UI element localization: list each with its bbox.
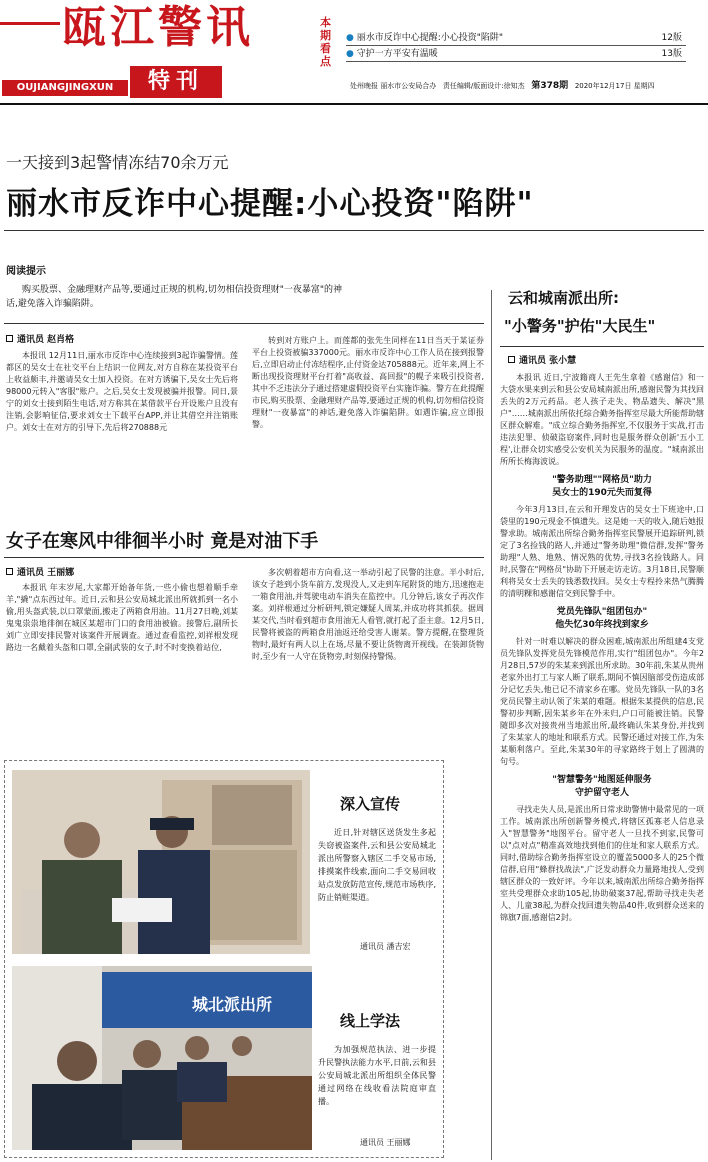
right-byline: 通讯员 张小慧 — [508, 354, 576, 368]
tip-rule — [4, 323, 484, 324]
photo2-sign: 城北派出所 — [192, 995, 273, 1014]
story2-rule — [4, 557, 484, 558]
photo1-byline: 通讯员 潘吉宏 — [360, 942, 411, 951]
right-section-2: 针对一时难以解决的群众困难,城南派出所组建4支党员先锋队发挥党员先锋模范作用,实行"组团包办"。今年2月28日,57岁的朱某来到派出所求助。30年前,朱某从贵州老家外出打工与家人断了联系,期间不慎因脑部受伤造成部分记忆丢失,他已记不清家乡在哪。党员先锋队一队的3名党员民警主动认领了朱某的难题。根据朱某提供的信息,民警初步判断,因朱某乡年在外未归,户口可能被注销。民警随即多次对接贵州当地派出所,最终确认朱某身份,并找到了朱某家人的地址和联系方式。民警还通过对接工作,为朱某顺利落户。至此,朱某30年的寻家路终于划上了圆满的句号。 — [500, 637, 704, 766]
masthead-pinyin: OUJIANGJINGXUN — [2, 80, 128, 96]
right-headline-2: "小警务"护佑"大民生" — [504, 317, 656, 335]
issue-number: 第378期 — [531, 81, 569, 91]
reading-tip — [6, 262, 346, 311]
masthead-rule — [0, 22, 60, 25]
right-intro: 本报讯 近日,宁波籍商人王先生拿着《感谢信》和一大袋水果来到云和县公安局城南派出所,感谢民警为其找回丢失的2万元药品。老人孩子走失、物品遗失、解决"黑户"……城南派出所依托综合勤务指挥室尽最大所能帮助辖区群众解难。"成立综合勤务指挥室,不仅服务于实战,打击违法犯罪、侦破盗窃案件,同时也是服务群众创新'五小工程',让群众切实感受公安机关为民服务的温度。"城南派出所所长梅海波说。 — [500, 373, 704, 466]
lead-byline: 通讯员 赵肖格 — [6, 333, 74, 347]
masthead-info — [350, 80, 706, 92]
issue-date: 2020年12月17日 星期四 — [574, 82, 655, 90]
toc-item[interactable]: ● 丽水市反诈中心提醒:小心投资"陷阱" 12版 — [346, 30, 686, 46]
lead-col1: 本报讯 12月11日,丽水市反诈中心连续接到3起诈骗警情。莲都区的吴女士在社交平台上结识一位网友,对方自称在某投资平台上收益颇丰,并邀请吴女士加入投资。在对方诱骗下,吴女士先后将98000元转入"客服"账户。之后,吴女士发现被骗并报警。同日,景宁的刘女士接到陌生电话,对方称其在某借款平台开设账户且没有注销,会影响征信,要求刘女士下载平台APP,并让其借空并注销账户。刘女士在对方的引导下,先后将270888元 — [6, 351, 238, 432]
tip-label: 阅读提示 — [6, 266, 46, 277]
editor: 责任编辑/版面设计:徐知杰 — [442, 82, 525, 90]
right-rule — [500, 346, 704, 347]
photo1-title: 深入宣传 — [340, 795, 401, 813]
photo2-title: 线上学法 — [340, 1012, 401, 1030]
photo2-byline: 通讯员 王丽娜 — [360, 1138, 411, 1147]
masthead-title: 瓯江警讯 — [62, 2, 254, 53]
toc — [346, 30, 686, 62]
preview-label: 本期看点 — [320, 16, 331, 68]
story2-col1: 本报讯 年末岁尾,大家都开始备年货,一些小偷也想着顺手牵羊,"撬"点东西过年。近日,云和县公安局城北派出所就抓到一名小偷,用头盔武装,以口罩蒙面,搬走了两箱食用油。11月27日晚,刘某鬼鬼祟祟地徘徊在城区某超市门口的食用油被偷。接警后,副所长刘广立即安排民警对该案件开展调查。通过查看监控,刘祥根发现路边一名戴着头盔和口罩,全副武装的女子,时不时变换着站位, — [6, 583, 238, 652]
masthead — [0, 0, 708, 100]
lead-kicker: 一天接到3起警情冻结70余万元 — [6, 153, 229, 172]
story2-col2: 多次朝着超市方向看,这一举动引起了民警的注意。半小时后,该女子趁到小货车前方,发现没人,又走到车尾附货的地方,迅速抱走一箱食用油,并驾驶电动车消失在监控中。几分钟后,该女子再次作案。刘祥根通过分析研判,锁定嫌疑人周某,并成功将其抓获。据周某交代,当时看到超市食用油无人看管,就打起了歪主意。12月5日,民警将被盗的两箱食用油返还给受害人谢某。警方提醒,在整理货物时,最好有两人以上在场,尽量不要让货物离开视线。在装卸货物时,至少有一人守在货物旁,时刻保持警惕。 — [252, 568, 484, 661]
right-section-3: 寻找走失人员,是派出所日常求助警情中最常见的一项工作。城南派出所创新警务模式,将辖区孤寡老人信息录入"智慧警务"地图平台。留守老人一旦找不到家,民警可以"点对点"精准高效地找到他们的住址和家人联系方式。同时,借助综合勤务指挥室设立的覆盖5000多人的25个微信群,启用"蜂群找战法",广泛发动群众力量路地找人,受到辖区群众的一致好评。今年以来,城南派出所综合勤务指挥室共受理群众求助105起,协助破案37起,帮助寻找走失老人、儿童38起,为群众找回遗失物品40件,收到群众送来的锦旗7面,感谢信2封。 — [500, 805, 704, 922]
photo-online-study — [12, 966, 312, 1150]
right-subhead-1: "警务助理""网格员"助力 吴女士的190元失而复得 — [552, 475, 652, 498]
special-badge: 特刊 — [130, 66, 222, 98]
lead-col2: 转到对方账户上。而莲都的张先生同样在11日当天于某证券平台上投资被骗337000元。丽水市反诈中心工作人员在接到报警后,立即启动止付冻结程序,止付资金达705888元。近年来,网上不断出现投资理财平台打着"高收益、高回报"的幌子来吸引投资者,其中不乏违法分子通过搭建虚假投资平台实施诈骗。警方在此提醒市民,购买股票、金融理财产品等,要通过正规的机构,切勿相信投资理财"一夜暴富"的神话,避免落入诈骗陷阱。如遇诈骗,应立即报警。 — [252, 336, 484, 429]
story2-headline: 女子在寒风中徘徊半小时 竟是对油下手 — [6, 531, 319, 552]
sponsor: 处州晚报 丽水市公安局合办 — [350, 82, 437, 90]
right-subhead-2: 党员先锋队"组团包办" 他失忆30年终找到家乡 — [555, 607, 649, 630]
photo2-caption: 为加强规范执法、进一步提升民警执法能力水平,日前,云和县公安局城北派出所组织全体民警通过网络在线收看法院庭审直播。 — [318, 1045, 436, 1106]
right-body — [500, 372, 704, 924]
right-section-1: 今年3月13日,在云和开理发店的吴女士下班途中,口袋里的190元现金不慎遗失。这是她一天的收入,随后她报警求助。城南派出所综合勤务指挥室民警展开追踪研判,锁定了3名捡钱的路人,并通过"警务助理"微信群,发挥"警务助理"人熟、地熟、情况熟的优势,寻找3名捡钱路人。同时,民警在"网格员"协助下开展走访走访。3月18日,民警顺利将吴女士丢失的钱悉数找回。吴女士专程拎来热气腾腾的清明粿和感谢信交到民警手中。 — [500, 505, 704, 598]
photo-propaganda — [12, 770, 310, 954]
lead-headline: 丽水市反诈中心提醒:小心投资"陷阱" — [6, 186, 534, 222]
right-headline-1: 云和城南派出所: — [508, 289, 619, 307]
right-subhead-3: "智慧警务"地图延伸服务 守护留守老人 — [552, 775, 652, 798]
toc-item[interactable]: ● 守护一方平安有温暖 13版 — [346, 46, 686, 62]
tip-text: 购买股票、金融理财产品等,要通过正规的机构,切勿相信投资理财"一夜暴富"的神话,避免落入诈骗陷阱。 — [6, 285, 343, 309]
right-column-divider — [491, 290, 492, 1160]
lead-rule — [4, 230, 704, 231]
story2-byline: 通讯员 王丽娜 — [6, 566, 74, 580]
photo1-caption: 近日,针对辖区送货发生多起失窃被盗案件,云和县公安局城北派出所警察入辖区二手交易市场,排摸案件线索,面向二手交易回收站点发放防范宣传,规范市场秩序,防止销赃渠道。 — [318, 828, 436, 902]
masthead-divider — [0, 103, 708, 105]
